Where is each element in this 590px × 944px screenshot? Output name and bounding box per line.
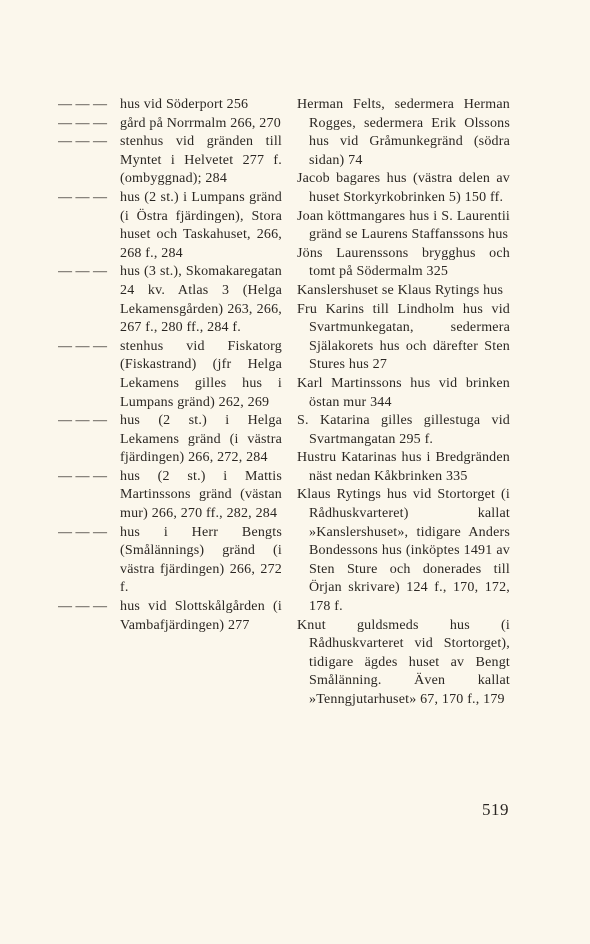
index-entry: S. Katarina gilles gillestuga vid Svartmangatan 295 f. — [297, 413, 510, 447]
index-entry: Kanslershuset se Klaus Rytings hus — [297, 282, 504, 298]
index-entry: Joan köttmangares hus i S. Laurentii gränd se Laurens Staffanssons hus — [297, 208, 510, 243]
entry-text: hus (2 st.) i Helga Lekamens gränd (i västra fjärdingen) 266, 272, 284 — [120, 413, 282, 466]
ditto-dash: — — — — [58, 97, 107, 112]
index-entry — [58, 524, 282, 598]
entry-text: hus i Herr Bengts (Smålännings) gränd (i västra fjärdingen) 266, 272 f. — [120, 524, 282, 596]
index-entry — [58, 598, 282, 635]
index-entry: Jacob bagares hus (västra delen av huset Storkyrkobrinken 5) 150 ff. — [297, 171, 510, 205]
left-column — [58, 96, 282, 635]
page-number: 519 — [482, 800, 509, 819]
ditto-dash: — — — — [58, 468, 107, 484]
index-entry: Hustru Katarinas hus i Bredgränden näst nedan Kåkbrinken 335 — [297, 450, 510, 484]
entry-text: hus (2 st.) i Lumpans gränd (i Östra fjärdingen), Stora huset och Taskahuset, 266, 268 f., 284 — [120, 189, 282, 261]
index-entry — [58, 263, 282, 337]
index-entry — [58, 189, 282, 263]
ditto-dash: — — — — [58, 338, 107, 354]
index-entry — [58, 338, 282, 412]
entry-text: hus vid Slottskålgården (i Vambafjärdingen) 277 — [120, 599, 282, 633]
index-entry — [58, 468, 282, 524]
ditto-dash: — — — — [58, 413, 107, 429]
ditto-dash: — — — — [58, 524, 107, 540]
entry-text: hus vid Söderport 256 — [120, 97, 249, 112]
ditto-dash: — — — — [58, 264, 107, 280]
ditto-dash: — — — — [58, 189, 107, 205]
index-entry — [58, 133, 282, 189]
right-column — [297, 96, 510, 710]
entry-text: gård på Norrmalm 266, 270 — [120, 115, 281, 131]
entry-text: stenhus vid Fiskatorg (Fiskastrand) (jfr Helga Lekamens gilles hus i Lumpans gränd) 262, 269 — [120, 338, 282, 410]
index-entry — [58, 115, 282, 134]
index-entry — [58, 96, 282, 115]
index-entry: Klaus Rytings hus vid Stortorget (i Rådhuskvarteret) kallat »Kanslershuset», tidigare Anders Bondessons hus (inköptes 1491 av Sten Sture och donerades till Örjan skrivare) 124 f., 170, 172, 178 f. — [297, 487, 510, 615]
ditto-dash: — — — — [58, 115, 107, 131]
ditto-dash: — — — — [58, 134, 107, 150]
index-entry: Herman Felts, sedermera Herman Rogges, sedermera Erik Olssons hus vid Gråmunkegränd (södra sidan) 74 — [297, 97, 510, 168]
index-entry: Jöns Laurenssons brygghus och tomt på Södermalm 325 — [297, 245, 510, 280]
index-entry: Fru Karins till Lindholm hus vid Svartmunkegatan, sedermera Själakorets hus och därefter Sten Stures hus 27 — [297, 301, 510, 373]
entry-text: hus (3 st.), Skomakaregatan 24 kv. Atlas 3 (Helga Lekamensgården) 263, 266, 267 f., 280 ff., 284 f. — [120, 264, 282, 336]
index-entry: Knut guldsmeds hus (i Rådhuskvarteret vid Stortorget), tidigare ägdes huset av Bengt Smålänning. Även kallat »Tenngjutarhuset» 67, 170 f., 179 — [297, 617, 510, 707]
entry-text: stenhus vid gränden till Myntet i Helvetet 277 f. (ombyggnad); 284 — [120, 134, 282, 187]
index-entry: Karl Martinssons hus vid brinken östan mur 344 — [297, 375, 510, 410]
entry-text: hus (2 st.) i Mattis Martinssons gränd (västan mur) 266, 270 ff., 282, 284 — [120, 468, 282, 522]
index-entry — [58, 412, 282, 468]
ditto-dash: — — — — [58, 599, 107, 615]
